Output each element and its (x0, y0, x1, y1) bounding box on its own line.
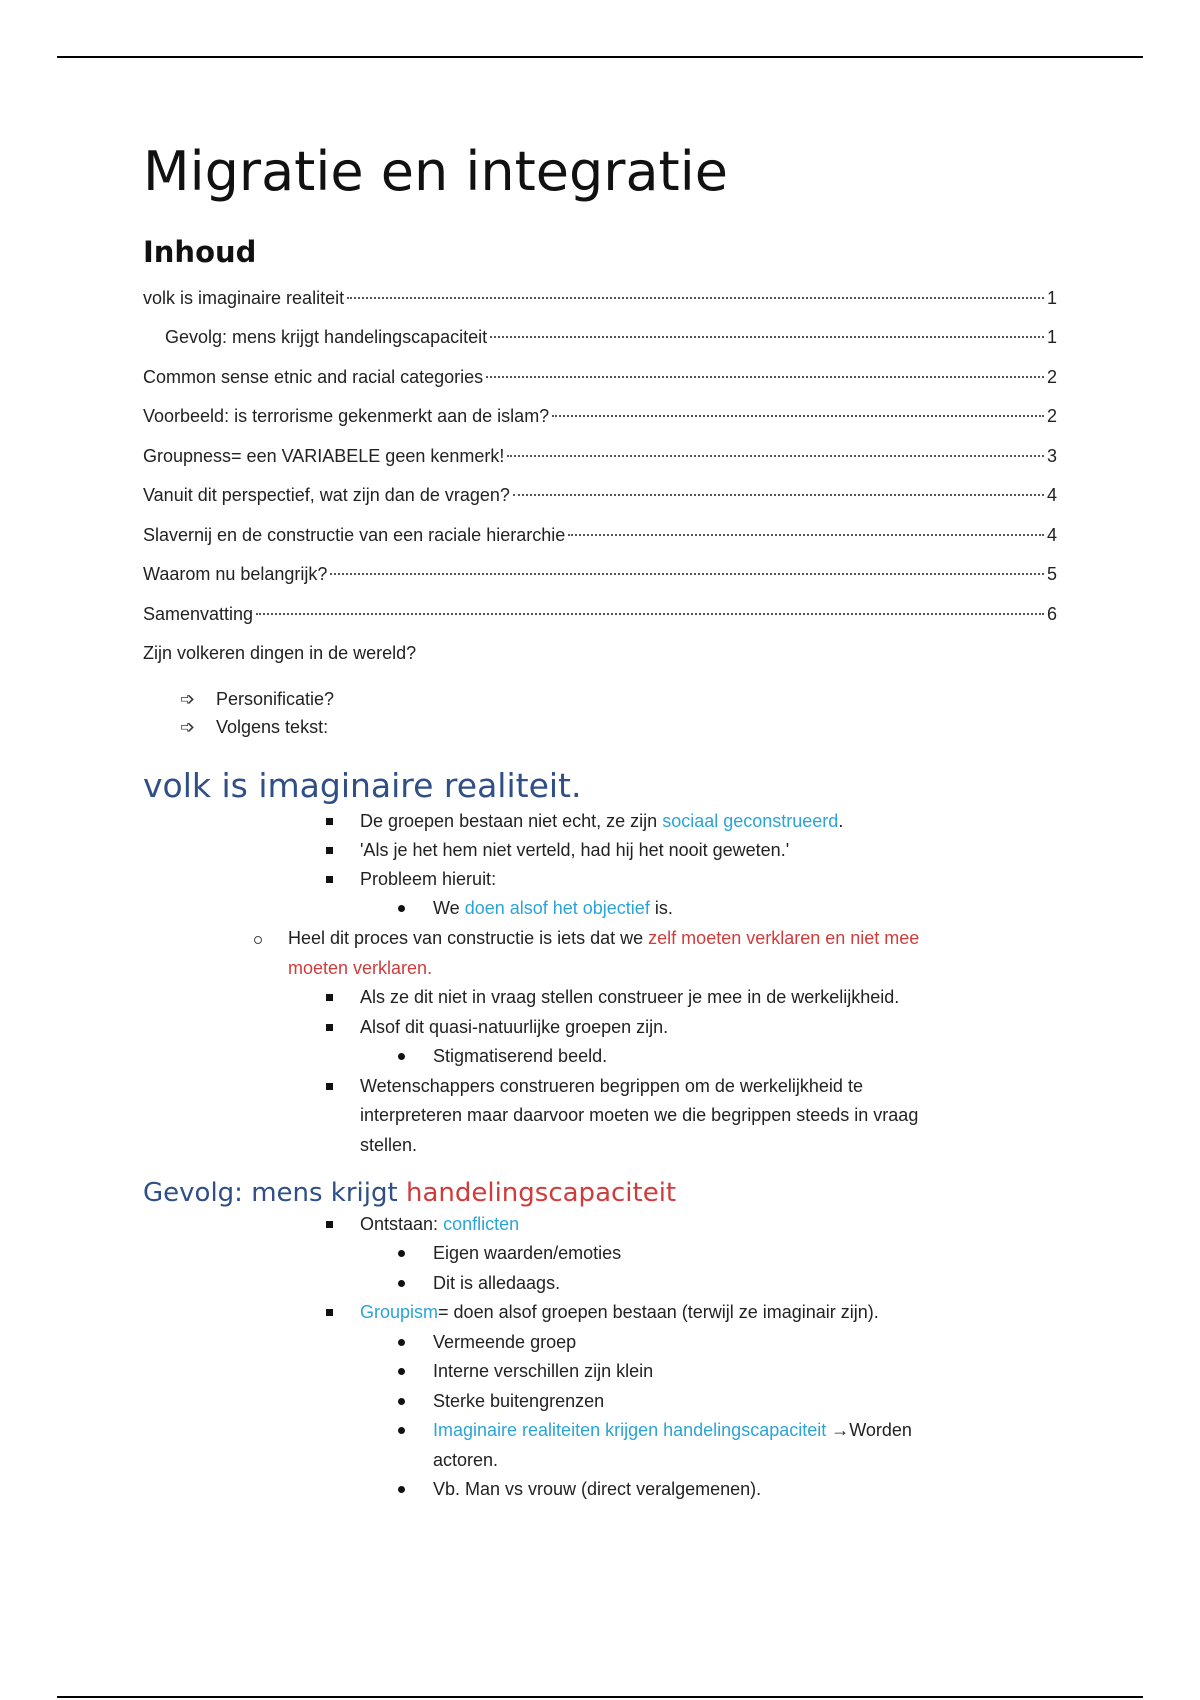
round-bullet-icon (398, 1427, 405, 1434)
arrow-bullet-icon: ➩ (180, 717, 196, 737)
toc-entry-page: 4 (1046, 525, 1057, 545)
toc-entry-page: 5 (1046, 564, 1057, 584)
toc-entry[interactable] (143, 446, 1057, 472)
round-bullet-icon (398, 1398, 405, 1405)
list-item: De groepen bestaan niet echt, ze zijn sociaal geconstrueerd. (360, 811, 844, 831)
toc-entry[interactable] (165, 327, 1057, 353)
toc-leader (552, 415, 1044, 417)
list-item: Vb. Man vs vrouw (direct veralgemenen). (433, 1479, 762, 1499)
list-item: Stigmatiserend beeld. (433, 1046, 608, 1066)
list-item-continuation: moeten verklaren. (288, 958, 433, 978)
toc-heading: Inhoud (143, 235, 257, 269)
circle-bullet-icon (254, 936, 262, 944)
toc-leader (256, 613, 1044, 615)
arrow-bullet-icon: ➩ (180, 689, 196, 709)
toc-leader (513, 494, 1044, 496)
toc-entry[interactable] (143, 367, 1057, 393)
toc-entry-page: 2 (1046, 367, 1057, 387)
toc-leader (486, 376, 1044, 378)
toc-entry-title: Gevolg: mens krijgt handelingscapaciteit (165, 327, 488, 347)
square-bullet-icon (326, 994, 333, 1001)
list-item: Dit is alledaags. (433, 1273, 561, 1293)
round-bullet-icon (398, 1339, 405, 1346)
round-bullet-icon (398, 905, 405, 912)
list-item: Interne verschillen zijn klein (433, 1361, 654, 1381)
toc-entry-title: Samenvatting (143, 604, 254, 624)
list-item: Imaginaire realiteiten krijgen handelingscapaciteit →Worden (433, 1420, 912, 1440)
list-item: Probleem hieruit: (360, 869, 497, 889)
toc-entry[interactable] (143, 485, 1057, 511)
round-bullet-icon (398, 1053, 405, 1060)
section-heading-gevolg: Gevolg: mens krijgt handelingscapaciteit (143, 1178, 677, 1208)
square-bullet-icon (326, 1083, 333, 1090)
toc-entry-page: 3 (1046, 446, 1057, 466)
square-bullet-icon (326, 1221, 333, 1228)
toc-entry[interactable] (143, 564, 1057, 590)
toc-leader (330, 573, 1044, 575)
page-bottom-rule (57, 1696, 1143, 1698)
toc-entry[interactable] (143, 288, 1057, 314)
list-item: Als ze dit niet in vraag stellen construeer je mee in de werkelijkheid. (360, 987, 900, 1007)
list-item-continuation: interpreteren maar daarvoor moeten we die begrippen steeds in vraag (360, 1105, 919, 1125)
toc-entry-title: Waarom nu belangrijk? (143, 564, 328, 584)
square-bullet-icon (326, 876, 333, 883)
square-bullet-icon (326, 847, 333, 854)
list-item: Eigen waarden/emoties (433, 1243, 622, 1263)
list-item: 'Als je het hem niet verteld, had hij het nooit geweten.' (360, 840, 790, 860)
round-bullet-icon (398, 1486, 405, 1493)
toc-entry-title: Voorbeeld: is terrorisme gekenmerkt aan de islam? (143, 406, 550, 426)
toc-entry-title: Common sense etnic and racial categories (143, 367, 484, 387)
toc-entry-page: 1 (1046, 327, 1057, 347)
toc-entry[interactable] (143, 406, 1057, 432)
intro-arrow-item: Personificatie? (216, 689, 335, 709)
list-item: Ontstaan: conflicten (360, 1214, 520, 1234)
list-item-continuation: stellen. (360, 1135, 418, 1155)
document-title: Migratie en integratie (143, 140, 728, 203)
round-bullet-icon (398, 1280, 405, 1287)
square-bullet-icon (326, 1024, 333, 1031)
toc-entry[interactable] (143, 604, 1057, 630)
list-item: Heel dit proces van constructie is iets dat we zelf moeten verklaren en niet mee (288, 928, 920, 948)
square-bullet-icon (326, 1309, 333, 1316)
toc-leader (490, 336, 1044, 338)
square-bullet-icon (326, 818, 333, 825)
toc-entry-page: 6 (1046, 604, 1057, 624)
toc-entry[interactable] (143, 525, 1057, 551)
toc-entry-title: Vanuit dit perspectief, wat zijn dan de vragen? (143, 485, 510, 505)
section-heading-volk: volk is imaginaire realiteit. (143, 766, 582, 805)
toc-entry-title: Groupness= een VARIABELE geen kenmerk! (143, 446, 505, 466)
list-item: Sterke buitengrenzen (433, 1391, 605, 1411)
toc-entry-page: 4 (1046, 485, 1057, 505)
intro-arrow-item: Volgens tekst: (216, 717, 329, 737)
toc-entry-page: 1 (1046, 288, 1057, 308)
list-item: Alsof dit quasi-natuurlijke groepen zijn. (360, 1017, 669, 1037)
list-item: Groupism= doen alsof groepen bestaan (terwijl ze imaginair zijn). (360, 1302, 879, 1322)
intro-question: Zijn volkeren dingen in de wereld? (143, 643, 417, 663)
toc-leader (507, 455, 1044, 457)
toc-leader (568, 534, 1044, 536)
list-item-continuation: actoren. (433, 1450, 499, 1470)
list-item: Vermeende groep (433, 1332, 577, 1352)
toc-entry-title: Slavernij en de constructie van een raciale hierarchie (143, 525, 566, 545)
round-bullet-icon (398, 1368, 405, 1375)
list-item: We doen alsof het objectief is. (433, 898, 673, 918)
toc-entry-title: volk is imaginaire realiteit (143, 288, 345, 308)
toc-leader (347, 297, 1044, 299)
page-top-rule (57, 56, 1143, 58)
round-bullet-icon (398, 1250, 405, 1257)
toc-entry-page: 2 (1046, 406, 1057, 426)
list-item: Wetenschappers construeren begrippen om de werkelijkheid te (360, 1076, 863, 1096)
